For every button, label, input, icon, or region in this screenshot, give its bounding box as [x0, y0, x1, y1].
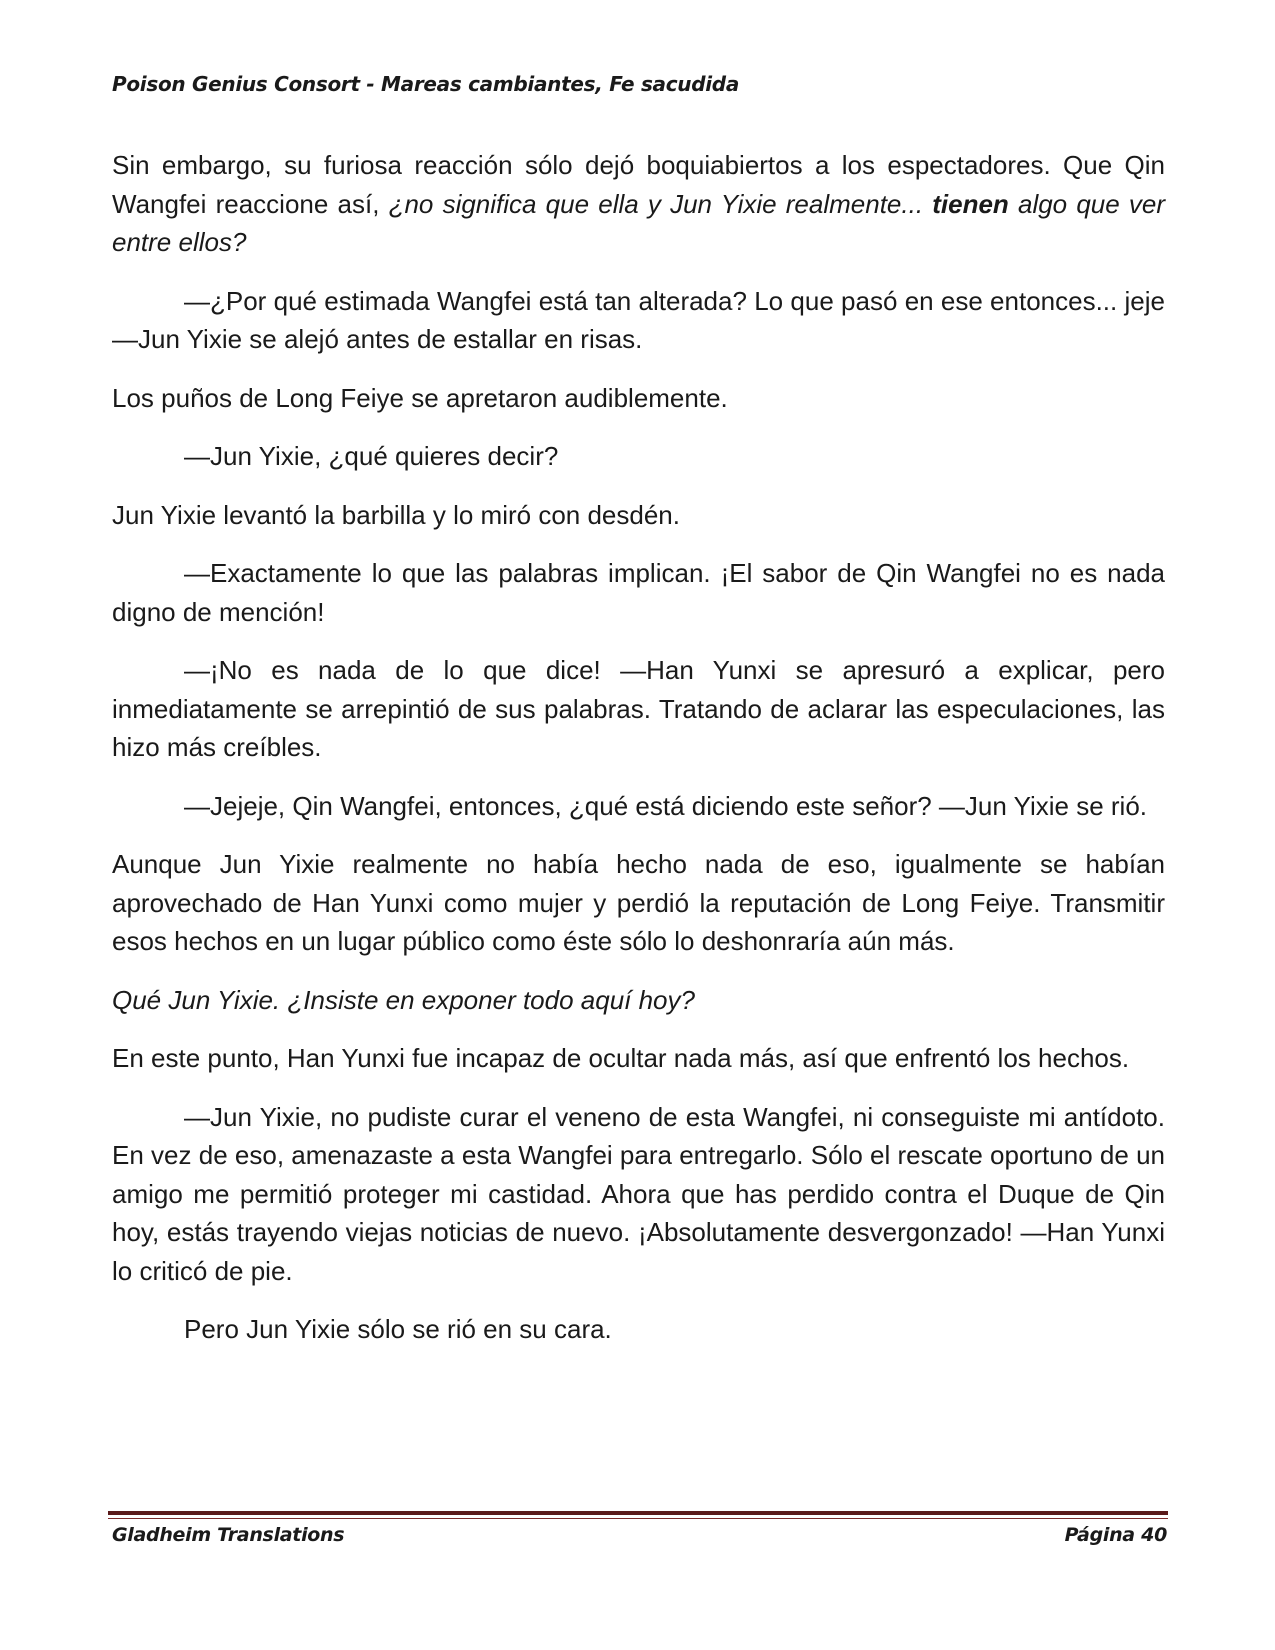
paragraph — [112, 496, 1165, 535]
text-run: —¡No es nada de lo que dice! —Han Yunxi se apresuró a explicar, pero inmediatamente se arrepintió de sus palabras. Tratando de aclarar las especulaciones, las hizo más creíbles. — [112, 655, 1165, 762]
text-run: Aunque Jun Yixie realmente no había hecho nada de eso, igualmente se habían aprovechado de Han Yunxi como mujer y perdió la reputación de Long Feiye. Transmitir esos hechos en un lugar público como éste sólo lo deshonraría aún más. — [112, 849, 1165, 956]
paragraph — [112, 651, 1165, 767]
footer-translator: Gladheim Translations — [112, 1524, 345, 1546]
text-run: ¿no significa que ella y Jun Yixie realmente... — [388, 188, 933, 219]
paragraph — [112, 787, 1165, 826]
footer-page-number: Página 40 — [1064, 1524, 1167, 1546]
document-body — [112, 146, 1165, 1369]
text-run: —Exactamente lo que las palabras implican. ¡El sabor de Qin Wangfei no es nada digno de mención! — [112, 558, 1165, 627]
paragraph — [112, 146, 1165, 262]
paragraph — [112, 981, 1165, 1020]
text-run: —Jejeje, Qin Wangfei, entonces, ¿qué está diciendo este señor? —Jun Yixie se rió. — [184, 790, 1148, 821]
paragraph — [112, 379, 1165, 418]
page-header-title: Poison Genius Consort - Mareas cambiantes, Fe sacudida — [112, 72, 740, 96]
text-run: —Jun Yixie, no pudiste curar el veneno de esta Wangfei, ni conseguiste mi antídoto. En vez de eso, amenazaste a esta Wangfei para entregarlo. Sólo el rescate oportuno de un amigo me permitió proteger mi castidad. Ahora que has perdido contra el Duque de Qin hoy, estás trayendo viejas noticias de nuevo. ¡Absolutamente desvergonzado! —Han Yunxi lo criticó de pie. — [112, 1101, 1165, 1286]
text-run: tienen — [932, 188, 1009, 219]
text-run: algo que ver entre ellos? — [112, 188, 1166, 257]
paragraph — [112, 282, 1165, 359]
text-run: Qué Jun Yixie. ¿Insiste en exponer todo aquí hoy? — [112, 984, 695, 1015]
footer-divider-thin — [108, 1518, 1168, 1519]
text-run: Jun Yixie levantó la barbilla y lo miró con desdén. — [112, 499, 680, 530]
text-run: —Jun Yixie, ¿qué quieres decir? — [184, 441, 559, 471]
paragraph — [112, 845, 1165, 961]
paragraph — [112, 554, 1165, 631]
footer-divider — [108, 1511, 1168, 1515]
paragraph — [112, 1310, 1165, 1349]
paragraph — [112, 1039, 1165, 1078]
text-run: Sin embargo, su furiosa reacción sólo dejó boquiabiertos a los espectadores. Que Qin Wangfei reaccione así, — [112, 150, 1165, 219]
text-run: En este punto, Han Yunxi fue incapaz de ocultar nada más, así que enfrentó los hechos. — [112, 1043, 1130, 1073]
text-run: —¿Por qué estimada Wangfei está tan alterada? Lo que pasó en ese entonces... jeje —Jun Yixie se alejó antes de estallar en risas. — [112, 285, 1165, 354]
paragraph — [112, 1098, 1165, 1291]
paragraph — [112, 437, 1165, 476]
text-run: Pero Jun Yixie sólo se rió en su cara. — [184, 1314, 612, 1344]
text-run: Los puños de Long Feiye se apretaron audiblemente. — [112, 382, 728, 413]
